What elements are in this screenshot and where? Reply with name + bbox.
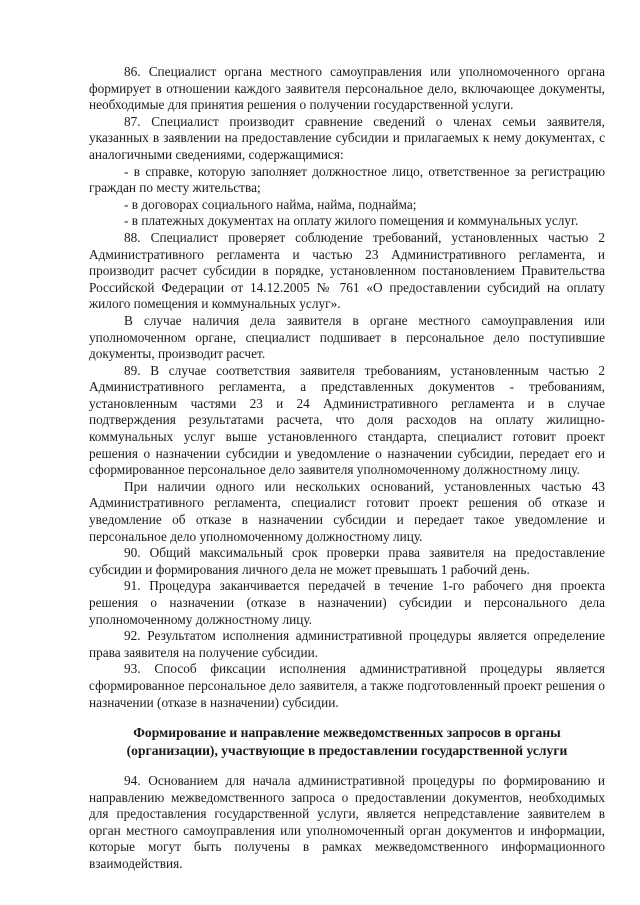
paragraph-92: 92. Результатом исполнения административной процедуры является определение права заявителя на получение субсидии.: [89, 628, 605, 660]
paragraph-89-refusal: При наличии одного или нескольких оснований, установленных частью 43 Административного регламента, специалист готовит проект решения об отказе и уведомление об отказе в назначении субсидии и передает такое уведомление и персональное дело уполномоченному должностному лицу.: [89, 478, 605, 544]
paragraph-87: 87. Специалист производит сравнение сведений о членах семьи заявителя, указанных в заявлении на предоставление субсидии и прилагаемых к нему документах, с аналогичными сведениями, содержащимися:: [89, 113, 605, 162]
paragraph-91: 91. Процедура заканчивается передачей в течение 1-го рабочего дня проекта решения о назначении (отказе в назначении) субсидии и персонального дела уполномоченному должностному лицу.: [89, 578, 605, 627]
paragraph-89: 89. В случае соответствия заявителя требованиям, установленным частью 2 Административного регламента, а представленных документов - требованиям, установленным частями 23 и 24 Административного регламента и в случае подтверждения результатами расчета, что доля расходов на оплату жилищно-коммунальных услуг выше установленного стандарта, специалист готовит проект решения о назначении субсидии и уведомление о назначении субсидии, передает его и сформированное персональное дело заявителя уполномоченному должностному лицу.: [89, 362, 605, 478]
paragraph-88: 88. Специалист проверяет соблюдение требований, установленных частью 2 Административного регламента и частью 23 Административного регламента, и производит расчет субсидии в порядке, установленном постановлением Правительства Российской Федерации от 14.12.2005 № 761 «О предоставлении субсидий на оплату жилого помещения и коммунальных услуг».: [89, 229, 605, 312]
list-item-payment-documents: - в платежных документах на оплату жилого помещения и коммунальных услуг.: [124, 213, 579, 229]
paragraph-93: 93. Способ фиксации исполнения административной процедуры является сформированное персональное дело заявителя, а также подготовленный проект решения о назначении (отказе в назначении) субсидии.: [89, 661, 605, 710]
paragraph-88-case: В случае наличия дела заявителя в органе местного самоуправления или уполномоченном органе, специалист подшивает в персональное дело поступившие документы, производит расчет.: [89, 312, 605, 362]
section-heading: Формирование и направление межведомственных запросов в органы (организации), участвующие в предоставлении государственной услуги: [126, 725, 568, 758]
list-item-contracts: - в договорах социального найма, найма, поднайма;: [124, 196, 417, 212]
paragraph-86: 86. Специалист органа местного самоуправления или уполномоченного органа формирует в отношении каждого заявителя персональное дело, включающее документы, необходимые для принятия решения о получении государственной услуги.: [89, 64, 605, 113]
list-item-reference: - в справке, которую заполняет должностное лицо, ответственное за регистрацию граждан по месту жительства;: [89, 163, 605, 196]
paragraph-94: 94. Основанием для начала административной процедуры по формированию и направлению межведомственного запроса о предоставлении документов, необходимых для предоставления государственной услуги, является непредставление заявителем в орган местного самоуправления или уполномоченный орган документов и информации, которые могут быть получены в рамках межведомственного информационного взаимодействия.: [89, 772, 605, 871]
paragraph-90: 90. Общий максимальный срок проверки права заявителя на предоставление субсидии и формирования личного дела не может превышать 1 рабочий день.: [89, 545, 605, 577]
document-page: [89, 64, 605, 873]
